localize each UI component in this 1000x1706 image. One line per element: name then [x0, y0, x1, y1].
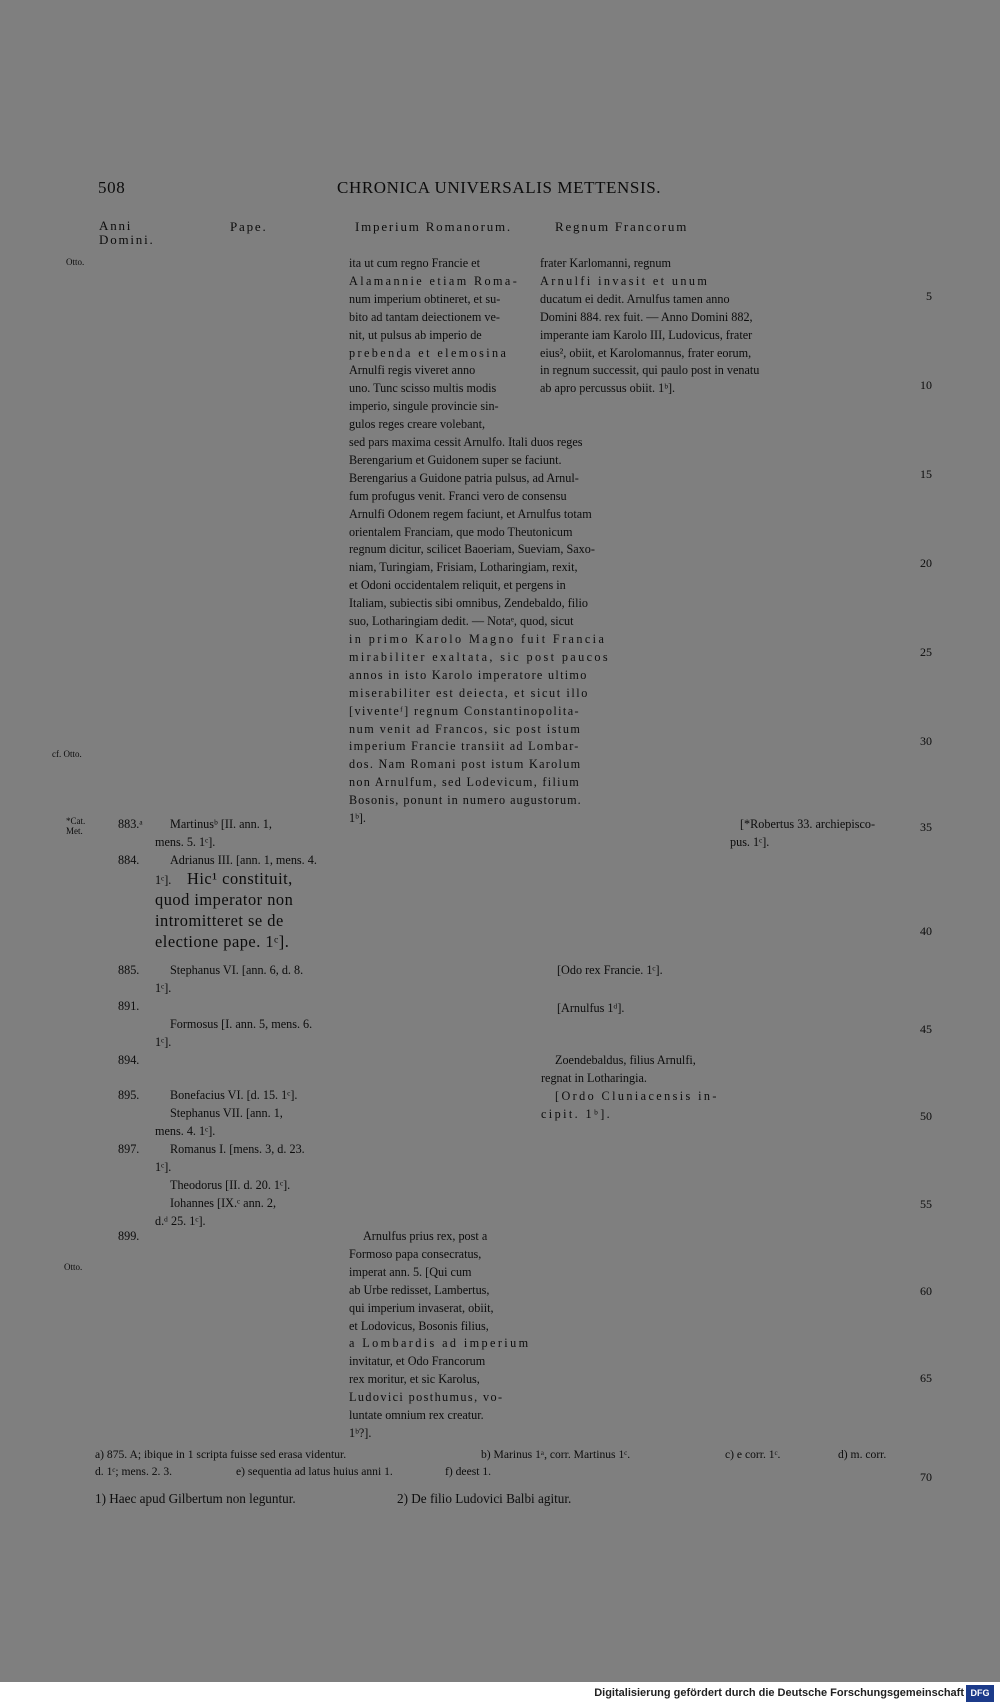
line-number: 5: [926, 289, 932, 303]
footnote-b: b) Marinus 1ᵃ, corr. Martinus 1ᶜ.: [481, 1448, 631, 1461]
text-line: eius², obiit, et Karolomannus, frater eorum,: [540, 345, 752, 360]
year-885: 885.: [118, 963, 140, 977]
text-line: Formoso papa consecratus,: [349, 1246, 482, 1261]
line-number: 20: [920, 556, 932, 570]
pape-entry: Stephanus VII. [ann. 1,: [170, 1106, 283, 1120]
margin-note-cf-otto: cf. Otto.: [52, 749, 82, 759]
pape-entry: Bonefacius VI. [d. 15. 1ᶜ].: [170, 1088, 298, 1102]
year-891: 891.: [118, 999, 140, 1013]
pape-entry: Theodorus [II. d. 20. 1ᶜ].: [170, 1178, 291, 1192]
line-number: 35: [920, 820, 932, 834]
dfg-logo: DFG: [966, 1685, 994, 1702]
text-line: Arnulfus prius rex, post a: [363, 1229, 488, 1243]
text-line: luntate omnium rex creatur.: [349, 1408, 484, 1423]
pape-entry: mens. 5. 1ᶜ].: [155, 835, 216, 849]
text-line: nit, ut pulsus ab imperio de: [349, 327, 482, 342]
text-line: imperio, singule provincie sin-: [349, 399, 499, 414]
text-line: 1ᵇ?].: [349, 1425, 372, 1440]
line-number: 65: [920, 1371, 932, 1385]
text-line: orientalem Franciam, que modo Theutonicum: [349, 524, 573, 539]
text-line: in primo Karolo Magno fuit Francia: [349, 631, 607, 646]
text-line: dos. Nam Romani post istum Karolum: [349, 757, 582, 772]
text-line: rex moritur, et sic Karolus,: [349, 1372, 480, 1387]
year-894: 894.: [118, 1053, 140, 1067]
text-line: invitatur, et Odo Francorum: [349, 1354, 486, 1369]
year-884: 884.: [118, 853, 140, 867]
pape-entry: quod imperator non: [155, 890, 294, 909]
text-line: ita ut cum regno Francie et: [349, 256, 480, 270]
text-line: Domini 884. rex fuit. — Anno Domini 882,: [540, 309, 753, 324]
text-line: imperium Francie transiit ad Lombar-: [349, 739, 580, 754]
text-line: bito ad tantam deiectionem ve-: [349, 309, 500, 324]
text-line: frater Karlomanni, regnum: [540, 256, 671, 270]
column-header-anni: Anni Domini.: [99, 218, 155, 247]
text-line: et Odoni occidentalem reliquit, et pergens in: [349, 578, 566, 593]
text-line: a Lombardis ad imperium: [349, 1336, 531, 1351]
line-number: 50: [920, 1109, 932, 1123]
text-line: ducatum ei dedit. Arnulfus tamen anno: [540, 291, 730, 306]
footnote-d-cont: d. 1ᶜ; mens. 2. 3.: [95, 1465, 173, 1478]
footnote-d: d) m. corr.: [838, 1448, 887, 1461]
text-line: suo, Lotharingiam dedit. — Notaᵉ, quod, sicut: [349, 614, 574, 629]
regnum-entry: [Arnulfus 1ᵈ].: [557, 1001, 625, 1015]
imperium-text-block: [349, 255, 519, 434]
text-line: Italiam, subiectis sibi omnibus, Zendebaldo, filio: [349, 596, 588, 611]
text-line: num imperium obtineret, et su-: [349, 291, 501, 306]
text-line: miserabiliter est deiecta, et sicut illo: [349, 685, 589, 700]
text-line: Arnulfi Odonem regem faciunt, et Arnulfus totam: [349, 506, 592, 521]
wide-text-block: [349, 434, 610, 828]
text-line: fum profugus venit. Franci vero de consensu: [349, 488, 567, 503]
pape-entry: 1ᶜ].: [155, 873, 172, 887]
text-line: non Arnulfum, sed Lodevicum, filium: [349, 775, 580, 790]
text-line: Ludovici posthumus, vo-: [349, 1390, 504, 1405]
line-number: 30: [920, 734, 932, 748]
footnote-1: 1) Haec apud Gilbertum non leguntur.: [95, 1491, 296, 1506]
line-number: 60: [920, 1284, 932, 1298]
pape-entry: Formosus [I. ann. 5, mens. 6.: [170, 1017, 313, 1031]
line-number: 45: [920, 1022, 932, 1036]
year-899: 899.: [118, 1229, 140, 1243]
text-line: niam, Turingiam, Frisiam, Lotharingiam, rexit,: [349, 560, 578, 575]
text-line: sed pars maxima cessit Arnulfo. Itali duos reges: [349, 435, 583, 449]
pape-entry: Martinusᵇ [II. ann. 1,: [170, 817, 272, 831]
pape-entry: mens. 4. 1ᶜ].: [155, 1124, 216, 1138]
pape-entry: 1ᶜ].: [155, 981, 172, 995]
text-line: num venit ad Francos, sic post istum: [349, 721, 582, 736]
regnum-entry: [Ordo Cluniacensis in-: [555, 1089, 719, 1103]
text-line: ab apro percussus obiit. 1ᵇ].: [540, 381, 676, 396]
regnum-entry: [Odo rex Francie. 1ᶜ].: [557, 963, 663, 977]
page-number: 508: [98, 178, 126, 197]
regnum-entry: cipit. 1ᵇ].: [541, 1107, 613, 1121]
margin-note-cat-met: *Cat. Met.: [66, 816, 86, 836]
footnote-2: 2) De filio Ludovici Balbi agitur.: [397, 1491, 572, 1506]
pape-entry: Hic¹ constituit,: [187, 869, 293, 888]
line-number: 10: [920, 378, 932, 392]
text-line: mirabiliter exaltata, sic post paucos: [349, 649, 611, 664]
text-line: [viventeᶠ] regnum Constantinopolita-: [349, 703, 580, 718]
text-line: Arnulfi invasit et unum: [540, 273, 710, 288]
year-883: 883.ᵃ: [118, 817, 143, 831]
regnum-entry: [*Robertus 33. archiepisco-: [740, 817, 876, 831]
column-header-regnum: Regnum Francorum: [555, 219, 689, 234]
footnote-f: f) deest 1.: [445, 1465, 492, 1478]
line-number: 55: [920, 1197, 932, 1211]
text-line: qui imperium invaserat, obiit,: [349, 1300, 494, 1315]
text-line: in regnum successit, qui paulo post in venatu: [540, 363, 760, 378]
pape-entry: Iohannes [IX.ᶜ ann. 2,: [170, 1196, 277, 1210]
pape-entry: electione pape. 1ᶜ].: [155, 932, 290, 951]
pape-entry: 1ᶜ].: [155, 1160, 172, 1174]
year-895: 895.: [118, 1088, 140, 1102]
text-line: Berengarius a Guidone patria pulsus, ad Arnul-: [349, 470, 579, 485]
pape-entry: intromitteret se de: [155, 911, 284, 930]
column-header-imperium: Imperium Romanorum.: [355, 219, 512, 234]
text-line: imperante iam Karolo III, Ludovicus, frater: [540, 327, 753, 342]
pape-entry: Adrianus III. [ann. 1, mens. 4.: [170, 853, 317, 867]
footnote-c: c) e corr. 1ᶜ.: [725, 1448, 781, 1461]
footer-bar: [0, 1682, 1000, 1706]
text-line: Bosonis, ponunt in numero augustorum.: [349, 793, 582, 808]
text-line: annos in isto Karolo imperatore ultimo: [349, 667, 588, 682]
text-line: Arnulfi regis viveret anno: [349, 363, 476, 378]
footnote-e: e) sequentia ad latus huius anni 1.: [236, 1465, 393, 1478]
pape-entry: Romanus I. [mens. 3, d. 23.: [170, 1142, 305, 1156]
text-line: Berengarium et Guidonem super se faciunt.: [349, 452, 562, 467]
text-line: 1ᵇ].: [349, 811, 366, 826]
regnum-entry: pus. 1ᶜ].: [730, 835, 770, 849]
page-title: CHRONICA UNIVERSALIS METTENSIS.: [337, 178, 662, 197]
regnum-entry: Zoendebaldus, filius Arnulfi,: [555, 1053, 696, 1067]
line-number: 40: [920, 924, 932, 938]
text-line: gulos reges creare volebant,: [349, 417, 486, 432]
regnum-text-block: [540, 255, 759, 398]
margin-note-otto: Otto.: [66, 257, 85, 267]
pape-entry: d.ᵈ 25. 1ᶜ].: [155, 1214, 206, 1228]
text-line: et Lodovicus, Bosonis filius,: [349, 1318, 489, 1333]
regnum-entry: regnat in Lotharingia.: [541, 1071, 647, 1085]
margin-note-otto-2: Otto.: [64, 1262, 83, 1272]
footer-funding-note: Digitalisierung gefördert durch die Deutsche Forschungsgemeinschaft: [594, 1687, 964, 1699]
pape-entry: 1ᶜ].: [155, 1035, 172, 1049]
text-line: imperat ann. 5. [Qui cum: [349, 1264, 472, 1279]
text-line: regnum dicitur, scilicet Baoeriam, Sueviam, Saxo-: [349, 542, 595, 557]
line-number: 15: [920, 467, 932, 481]
pape-entry: Stephanus VI. [ann. 6, d. 8.: [170, 963, 304, 977]
column-header-pape: Pape.: [230, 219, 268, 234]
line-number: 70: [920, 1470, 932, 1484]
text-line: Alamannie etiam Roma-: [349, 273, 520, 288]
footnote-a: a) 875. A; ibique in 1 scripta fuisse sed erasa videntur.: [95, 1448, 347, 1461]
text-line: uno. Tunc scisso multis modis: [349, 381, 497, 396]
line-number: 25: [920, 645, 932, 659]
imperium-899-block: [349, 1228, 530, 1443]
text-line: ab Urbe redisset, Lambertus,: [349, 1282, 490, 1297]
year-897: 897.: [118, 1142, 140, 1156]
text-line: prebenda et elemosina: [349, 345, 509, 360]
